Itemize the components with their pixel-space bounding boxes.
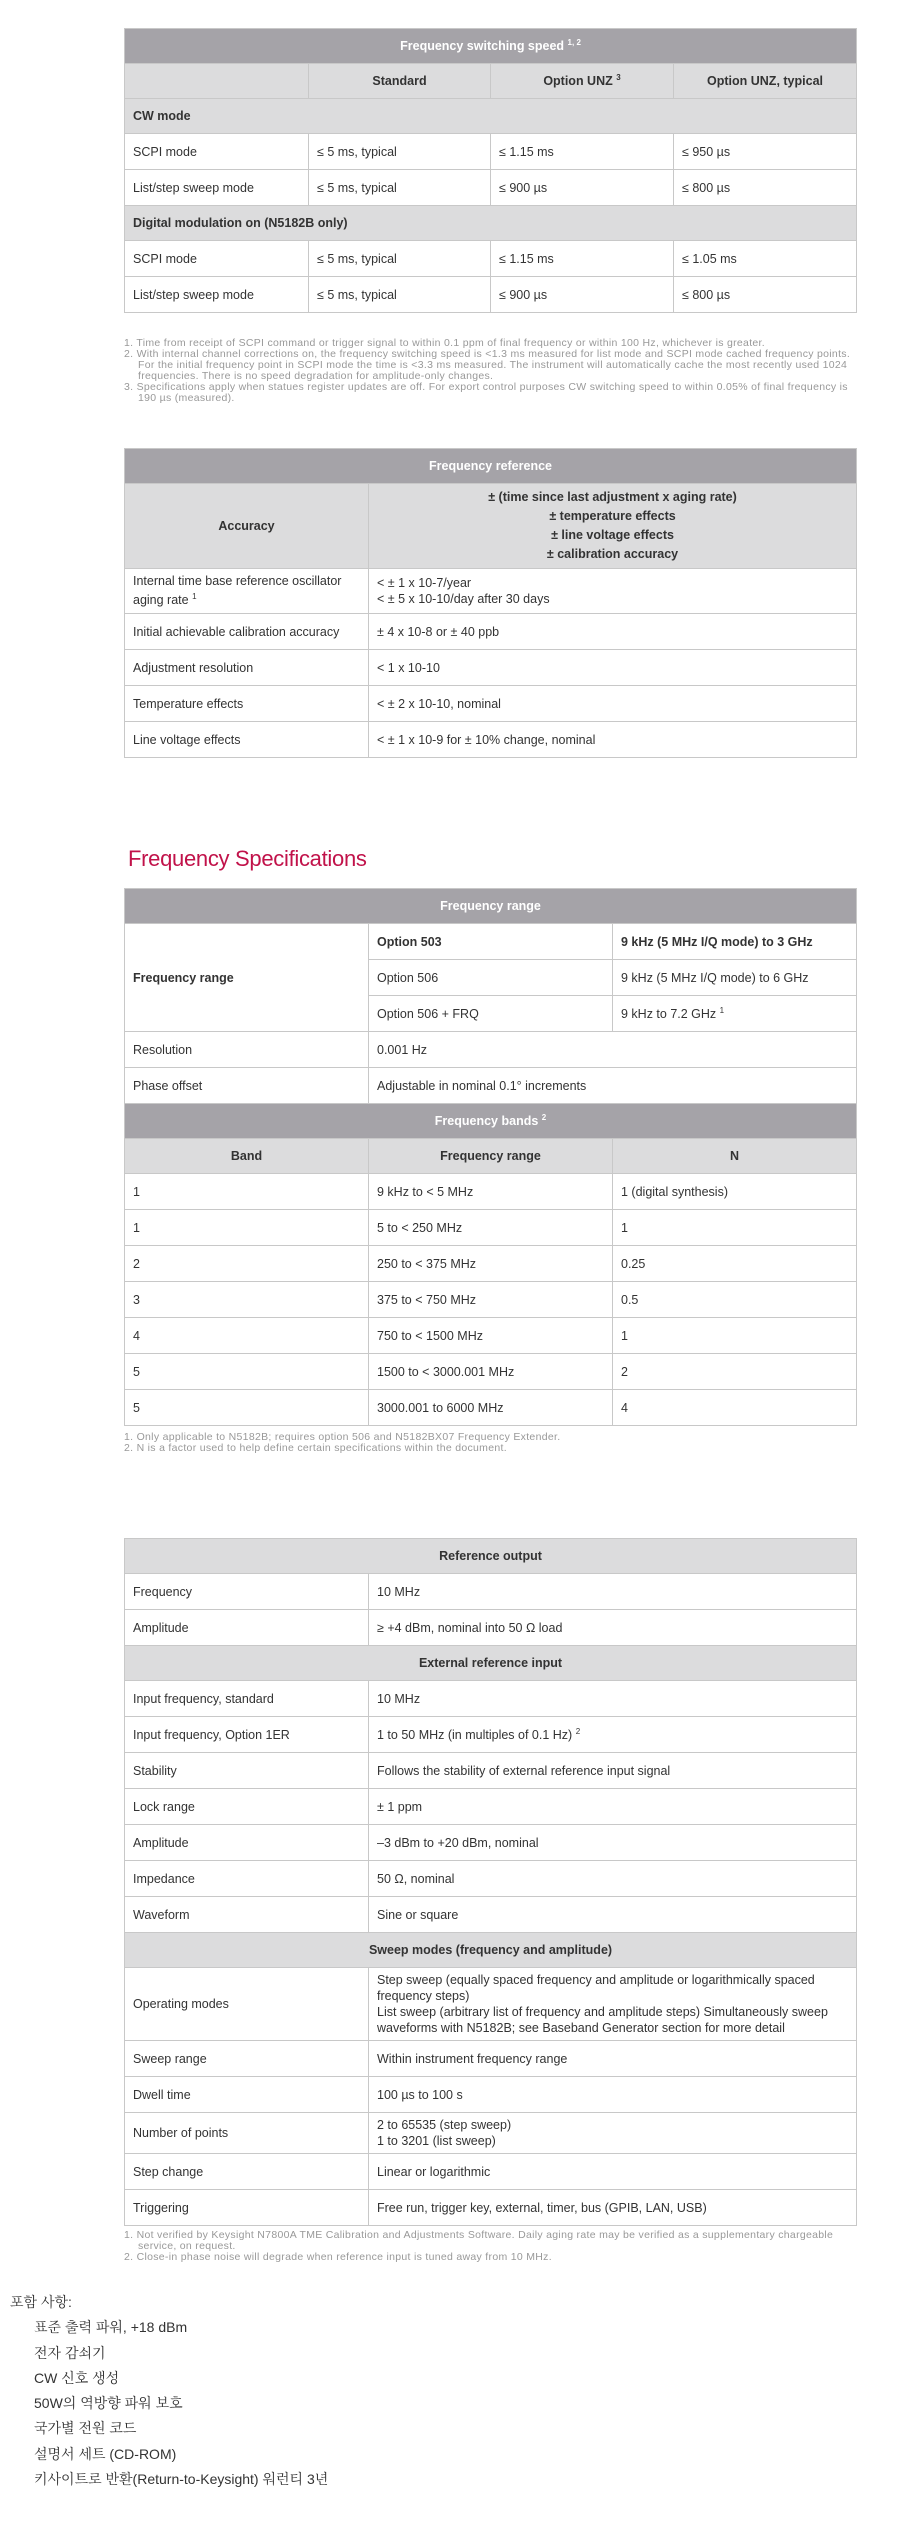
table-cell: Waveform <box>125 1897 369 1933</box>
table-cell: 5 to < 250 MHz <box>369 1210 613 1246</box>
footnote: 1. Not verified by Keysight N7800A TME Calibration and Adjustments Software. Daily aging rate may be verified as a supplementary chargeable service, on request. <box>124 2229 834 2252</box>
table-cell: 5 <box>125 1354 369 1390</box>
table-cell: ≤ 1.15 ms <box>491 134 674 170</box>
table-cell: 375 to < 750 MHz <box>369 1282 613 1318</box>
list-item: 국가별 전원 코드 <box>34 2420 137 2437</box>
table-cell: 10 MHz <box>369 1574 857 1610</box>
table-cell: Lock range <box>125 1789 369 1825</box>
switching-speed-table <box>124 28 857 313</box>
column-header: Band <box>125 1139 369 1174</box>
table-title: Frequency range <box>125 889 857 924</box>
table-cell: 10 MHz <box>369 1681 857 1717</box>
table-cell: Resolution <box>125 1032 369 1068</box>
list-item: 전자 감쇠기 <box>34 2344 106 2361</box>
table-cell: List/step sweep mode <box>125 277 309 313</box>
footnote: 1. Time from receipt of SCPI command or trigger signal to within 0.1 ppm of final frequency or within 100 Hz, whichever is greater. <box>124 337 765 349</box>
table-cell: Option 503 <box>369 924 613 960</box>
frequency-range-table <box>124 888 857 1426</box>
table-title: Reference output <box>125 1539 857 1574</box>
table-cell: 9 kHz to < 5 MHz <box>369 1174 613 1210</box>
column-header <box>125 64 309 99</box>
table-cell: –3 dBm to +20 dBm, nominal <box>369 1825 857 1861</box>
footnote: 1. Only applicable to N5182B; requires option 506 and N5182BX07 Frequency Extender. <box>124 1431 561 1443</box>
range-footnotes <box>124 1432 864 1454</box>
table-cell: < 1 x 10-10 <box>369 650 857 686</box>
table-cell: Frequency <box>125 1574 369 1610</box>
table-cell: Adjustment resolution <box>125 650 369 686</box>
table-cell: 4 <box>613 1390 857 1426</box>
table-cell: < ± 1 x 10-7/year < ± 5 x 10-10/day after 30 days <box>369 569 857 614</box>
table-cell: Initial achievable calibration accuracy <box>125 614 369 650</box>
table-cell: 0.001 Hz <box>369 1032 857 1068</box>
table-cell: 1 to 50 MHz (in multiples of 0.1 Hz) $^2$ <box>369 1717 857 1753</box>
section-heading: Frequency Specifications <box>128 846 367 871</box>
table-cell: Amplitude <box>125 1610 369 1646</box>
table-cell: ≤ 900 µs <box>491 170 674 206</box>
footnote: 3. Specifications apply when statues register updates are off. For export control purposes CW switching speed to within 0.05% of final frequency is 190 µs (measured). <box>124 381 848 404</box>
table-cell: 250 to < 375 MHz <box>369 1246 613 1282</box>
output-footnotes <box>124 2230 864 2263</box>
table-cell: 4 <box>125 1318 369 1354</box>
table-cell: Triggering <box>125 2190 369 2226</box>
table-cell: ≤ 800 µs <box>674 170 857 206</box>
footnote: 2. Close-in phase noise will degrade when reference input is tuned away from 10 MHz. <box>124 2251 552 2263</box>
accuracy-value: ± (time since last adjustment x aging rate) ± temperature effects ± line voltage effects ± calibration accuracy <box>369 484 857 569</box>
table-cell: Free run, trigger key, external, timer, bus (GPIB, LAN, USB) <box>369 2190 857 2226</box>
table-cell: ≤ 5 ms, typical <box>309 134 491 170</box>
table-cell: 2 <box>613 1354 857 1390</box>
included-list <box>10 2290 328 2492</box>
table-title: External reference input <box>125 1646 857 1681</box>
table-cell: 3 <box>125 1282 369 1318</box>
table-cell: SCPI mode <box>125 241 309 277</box>
table-cell: 9 kHz to 7.2 GHz $^1$ <box>613 996 857 1032</box>
table-title: Frequency bands $^2$ <box>125 1104 857 1139</box>
table-cell: 50 Ω, nominal <box>369 1861 857 1897</box>
list-item: 설명서 세트 (CD-ROM) <box>34 2445 177 2462</box>
table-title: Frequency reference <box>125 449 857 484</box>
table-cell: 100 µs to 100 s <box>369 2077 857 2113</box>
table-cell: Number of points <box>125 2113 369 2154</box>
column-header: Option UNZ $^3$ <box>491 64 674 99</box>
table-cell: 1 <box>613 1318 857 1354</box>
table-cell: Option 506 <box>369 960 613 996</box>
table-cell: List/step sweep mode <box>125 170 309 206</box>
switching-speed-section <box>124 28 856 313</box>
column-header: Standard <box>309 64 491 99</box>
footnote: 2. With internal channel corrections on, the frequency switching speed is <1.3 ms measured for list mode and SCPI mode cached frequency points. For the initial frequency point in SCPI mode the time is <3.3 ms measured. The instrument will automatically cache the most recently used 1024 frequencies. There is no speed degradation for amplitude-only changes. <box>124 348 851 382</box>
list-item: 표준 출력 파워, +18 dBm <box>34 2319 188 2336</box>
column-header: Option UNZ, typical <box>674 64 857 99</box>
table-cell: Impedance <box>125 1861 369 1897</box>
table-cell: Sweep range <box>125 2041 369 2077</box>
table-title: Sweep modes (frequency and amplitude) <box>125 1933 857 1968</box>
table-cell: 0.25 <box>613 1246 857 1282</box>
table-cell: SCPI mode <box>125 134 309 170</box>
table-cell: Temperature effects <box>125 686 369 722</box>
table-cell: Within instrument frequency range <box>369 2041 857 2077</box>
table-cell: Sine or square <box>369 1897 857 1933</box>
list-item: 50W의 역방향 파워 보호 <box>34 2395 183 2412</box>
table-cell: < ± 2 x 10-10, nominal <box>369 686 857 722</box>
table-cell: 1500 to < 3000.001 MHz <box>369 1354 613 1390</box>
table-cell: Input frequency, standard <box>125 1681 369 1717</box>
table-cell: ≤ 800 µs <box>674 277 857 313</box>
table-cell: Linear or logarithmic <box>369 2154 857 2190</box>
reference-output-table <box>124 1538 857 2226</box>
frequency-reference-section <box>124 448 856 758</box>
included-title: 포함 사항: <box>10 2294 72 2310</box>
frequency-reference-table <box>124 448 857 758</box>
frequency-range-label: Frequency range <box>125 924 369 1032</box>
column-header: N <box>613 1139 857 1174</box>
accuracy-label: Accuracy <box>125 484 369 569</box>
group-label: Digital modulation on (N5182B only) <box>125 206 857 241</box>
table-cell: Adjustable in nominal 0.1° increments <box>369 1068 857 1104</box>
table-cell: Input frequency, Option 1ER <box>125 1717 369 1753</box>
table-cell: < ± 1 x 10-9 for ± 10% change, nominal <box>369 722 857 758</box>
table-cell: 2 <box>125 1246 369 1282</box>
table-cell: 0.5 <box>613 1282 857 1318</box>
table-cell: ≤ 1.15 ms <box>491 241 674 277</box>
table-cell: 2 to 65535 (step sweep) 1 to 3201 (list sweep) <box>369 2113 857 2154</box>
table-cell: 5 <box>125 1390 369 1426</box>
table-cell: ≤ 5 ms, typical <box>309 277 491 313</box>
table-cell: 1 <box>125 1174 369 1210</box>
group-label: CW mode <box>125 99 857 134</box>
table-cell: ≤ 950 µs <box>674 134 857 170</box>
table-cell: 1 (digital synthesis) <box>613 1174 857 1210</box>
table-title: Frequency switching speed $^{1, 2}$ <box>125 29 857 64</box>
column-header: Frequency range <box>369 1139 613 1174</box>
table-cell: Option 506 + FRQ <box>369 996 613 1032</box>
table-cell: ≤ 5 ms, typical <box>309 170 491 206</box>
table-cell: 750 to < 1500 MHz <box>369 1318 613 1354</box>
table-cell: ≥ +4 dBm, nominal into 50 Ω load <box>369 1610 857 1646</box>
table-cell: Operating modes <box>125 1968 369 2041</box>
table-cell: ± 4 x 10-8 or ± 40 ppb <box>369 614 857 650</box>
switching-footnotes <box>124 338 864 404</box>
table-cell: Step sweep (equally spaced frequency and amplitude or logarithmically spaced frequency steps) List sweep (arbitrary list of frequency and amplitude steps) Simultaneously sweep waveforms with N5182B; see Baseband Generator section for more detail <box>369 1968 857 2041</box>
table-cell: 9 kHz (5 MHz I/Q mode) to 6 GHz <box>613 960 857 996</box>
table-cell: 3000.001 to 6000 MHz <box>369 1390 613 1426</box>
table-cell: 9 kHz (5 MHz I/Q mode) to 3 GHz <box>613 924 857 960</box>
table-cell: Amplitude <box>125 1825 369 1861</box>
frequency-range-section <box>124 888 856 1426</box>
reference-output-section <box>124 1538 856 2226</box>
table-cell: 1 <box>613 1210 857 1246</box>
table-cell: Phase offset <box>125 1068 369 1104</box>
table-cell: Stability <box>125 1753 369 1789</box>
table-cell: Follows the stability of external reference input signal <box>369 1753 857 1789</box>
table-cell: ≤ 900 µs <box>491 277 674 313</box>
table-cell: Step change <box>125 2154 369 2190</box>
table-cell: Dwell time <box>125 2077 369 2113</box>
table-cell: Internal time base reference oscillator aging rate $^1$ <box>125 569 369 614</box>
table-cell: Line voltage effects <box>125 722 369 758</box>
list-item: 키사이트로 반환(Return-to-Keysight) 워런티 3년 <box>34 2471 329 2488</box>
table-cell: ± 1 ppm <box>369 1789 857 1825</box>
footnote: 2. N is a factor used to help define certain specifications within the document. <box>124 1442 507 1454</box>
table-cell: ≤ 5 ms, typical <box>309 241 491 277</box>
table-cell: 1 <box>125 1210 369 1246</box>
table-cell: ≤ 1.05 ms <box>674 241 857 277</box>
list-item: CW 신호 생성 <box>34 2369 120 2386</box>
